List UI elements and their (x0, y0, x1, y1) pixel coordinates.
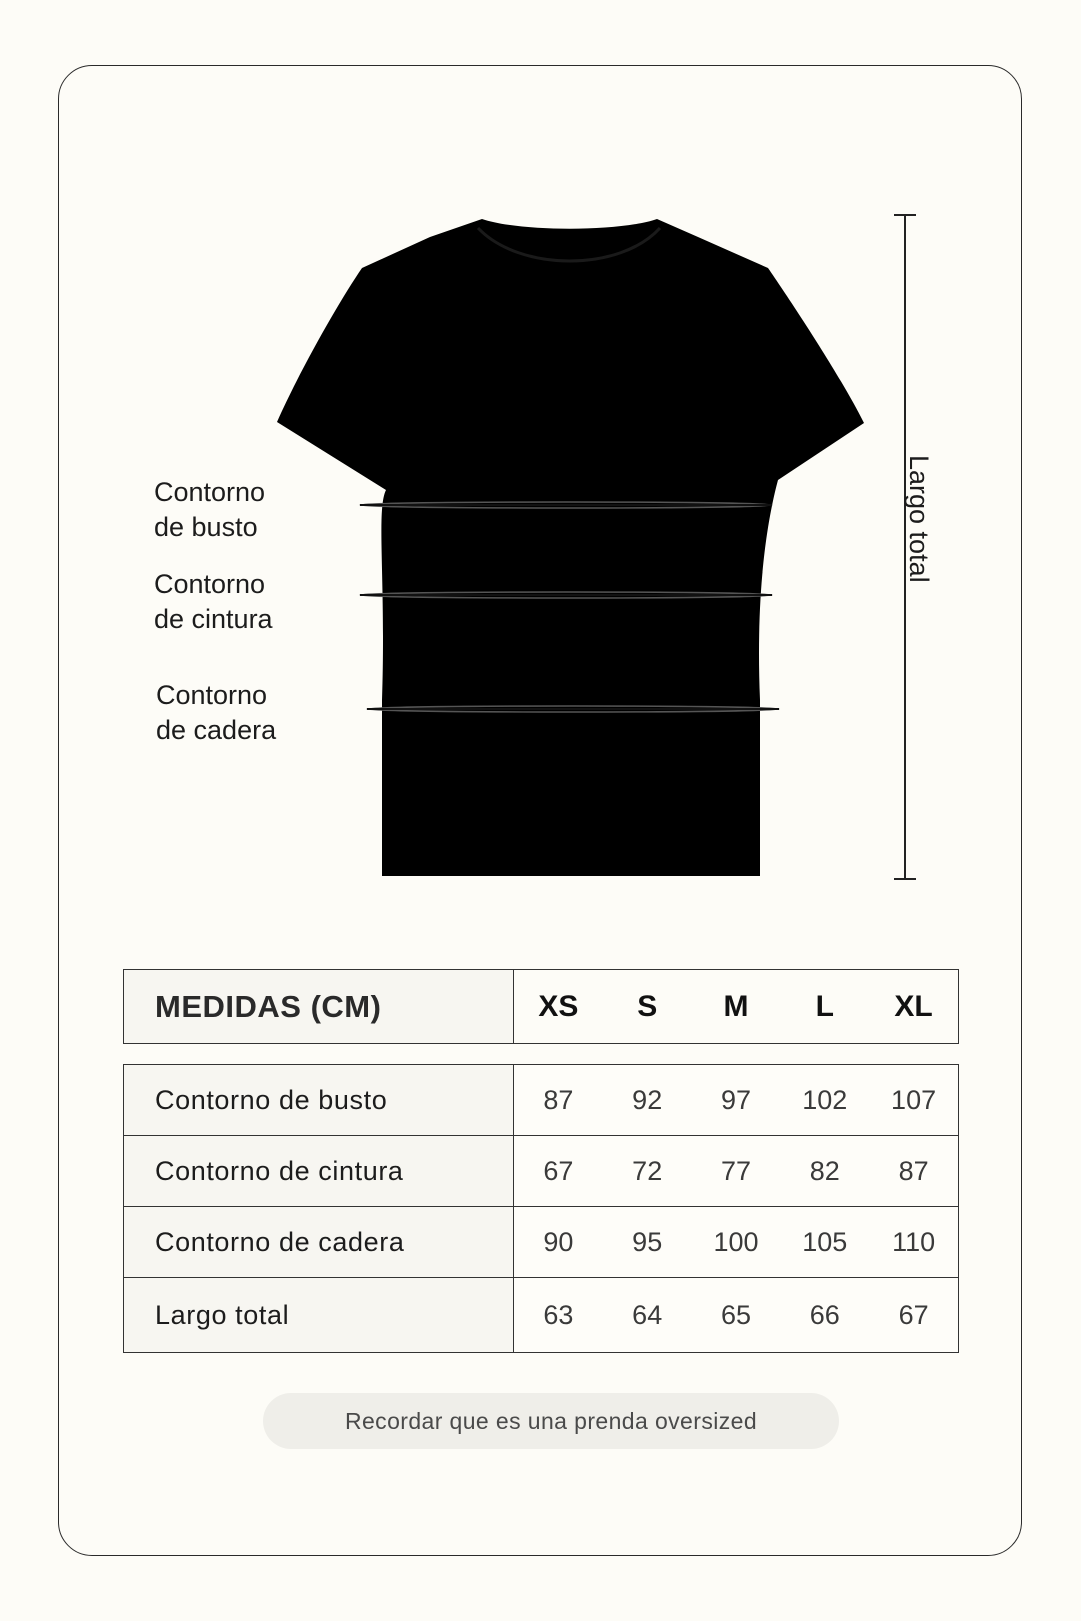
row-label: Largo total (124, 1278, 514, 1352)
cell-value: 87 (898, 1155, 929, 1186)
size-columns (514, 970, 958, 1043)
cell-value: 77 (720, 1155, 752, 1186)
bust-annotation: Contorno de busto (154, 477, 266, 542)
cell-value: 64 (632, 1299, 663, 1330)
size-table-body (123, 1064, 959, 1353)
table-title: MEDIDAS (CM) (124, 970, 514, 1043)
cell-value: 110 (892, 1226, 936, 1257)
waist-annotation: Contorno de cintura (154, 569, 273, 634)
cell-value: 90 (543, 1226, 574, 1257)
size-s: S (637, 989, 658, 1023)
size-xl: XL (894, 989, 933, 1023)
size-xs: XS (538, 989, 579, 1023)
row-label: Contorno de busto (124, 1065, 514, 1135)
cell-value: 92 (632, 1084, 663, 1115)
cell-value: 66 (809, 1299, 840, 1330)
table-row (124, 1136, 958, 1207)
cell-value: 95 (632, 1226, 663, 1257)
cell-value: 105 (802, 1226, 848, 1257)
size-l: L (815, 989, 834, 1023)
cell-value: 107 (891, 1084, 937, 1115)
cell-value: 72 (632, 1155, 663, 1186)
table-row (124, 1065, 958, 1136)
cell-value: 100 (713, 1226, 759, 1257)
cell-value: 82 (809, 1155, 840, 1186)
size-table (123, 969, 959, 1353)
hip-annotation: Contorno de cadera (156, 680, 277, 745)
cell-value: 65 (720, 1299, 752, 1330)
tshirt-shape (277, 219, 864, 876)
cell-value: 63 (543, 1299, 574, 1330)
cell-value: 67 (898, 1299, 929, 1330)
table-row (124, 1207, 958, 1278)
row-label: Contorno de cintura (124, 1136, 514, 1206)
oversized-note: Recordar que es una prenda oversized (263, 1393, 839, 1449)
size-table-header (123, 969, 959, 1044)
size-m: M (723, 989, 749, 1023)
cell-value: 67 (543, 1155, 574, 1186)
cell-value: 102 (802, 1084, 848, 1115)
row-label: Contorno de cadera (124, 1207, 514, 1277)
cell-value: 87 (543, 1084, 574, 1115)
table-row (124, 1278, 958, 1352)
cell-value: 97 (720, 1084, 752, 1115)
length-label: Largo total (904, 455, 934, 583)
